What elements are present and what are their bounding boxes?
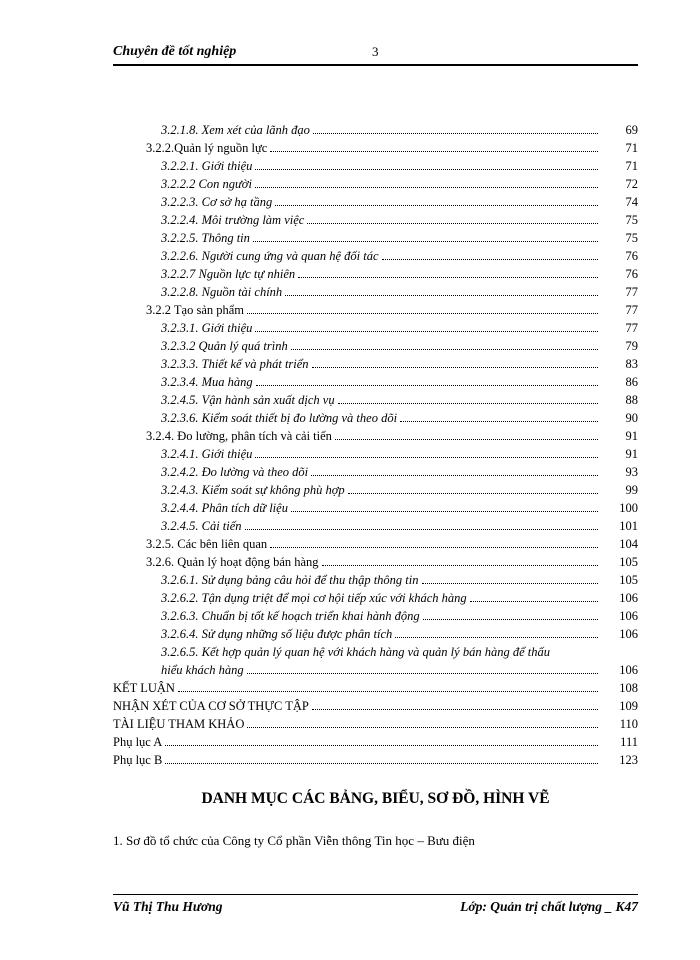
dot-leader bbox=[275, 205, 598, 206]
toc-entry bbox=[113, 391, 638, 409]
toc-entry bbox=[113, 463, 638, 481]
toc-entry-text: 3.2.2.7 Nguồn lực tự nhiên bbox=[161, 267, 296, 281]
toc-entry bbox=[113, 319, 638, 337]
toc-page-number: 106 bbox=[619, 663, 638, 677]
toc-page-number: 71 bbox=[625, 141, 638, 155]
toc-page-number: 86 bbox=[625, 375, 638, 389]
toc-page-number: 74 bbox=[625, 195, 638, 209]
toc-entry-text: 3.2.6.2. Tận dụng triệt để mọi cơ hội tiếp xúc với khách hàng bbox=[161, 591, 467, 605]
dot-leader bbox=[291, 349, 598, 350]
dot-leader bbox=[253, 241, 598, 242]
figure-list-item: 1. Sơ đồ tổ chức của Công ty Cổ phần Viễn thông Tin học – Bưu điện bbox=[113, 833, 475, 848]
toc-entry-text: 3.2.4.5. Vận hành sản xuất dịch vụ bbox=[161, 393, 335, 407]
toc-page-number: 77 bbox=[625, 285, 638, 299]
toc-entry-text: 3.2.2.Quản lý nguồn lực bbox=[146, 141, 268, 155]
toc-page-number: 106 bbox=[619, 627, 638, 641]
toc-entry-text: 3.2.4. Đo lường, phân tích và cải tiến bbox=[146, 429, 332, 443]
class-name: Lớp: Quản trị chất lượng _ K47 bbox=[460, 899, 638, 914]
toc-entry-text: 3.2.3.1. Giới thiệu bbox=[161, 321, 253, 335]
table-of-contents bbox=[113, 121, 638, 769]
toc-page-number: 88 bbox=[625, 393, 638, 407]
dot-leader bbox=[312, 367, 598, 368]
toc-entry bbox=[113, 121, 638, 139]
toc-entry bbox=[113, 679, 638, 697]
toc-entry-text: 3.2.2.2 Con người bbox=[161, 177, 252, 191]
dot-leader bbox=[247, 673, 598, 674]
toc-entry-text: 3.2.2.1. Giới thiệu bbox=[161, 159, 253, 173]
toc-entry bbox=[113, 211, 638, 229]
dot-leader bbox=[247, 727, 598, 728]
toc-entry-text: 3.2.3.6. Kiểm soát thiết bị đo lường và theo dõi bbox=[161, 411, 398, 425]
dot-leader bbox=[307, 223, 598, 224]
dot-leader bbox=[348, 493, 598, 494]
toc-entry bbox=[113, 337, 638, 355]
toc-entry-text: 3.2.1.8. Xem xét của lãnh đạo bbox=[161, 123, 310, 137]
toc-entry bbox=[113, 697, 638, 715]
toc-page-number: 99 bbox=[625, 483, 638, 497]
dot-leader bbox=[165, 763, 598, 764]
dot-leader bbox=[256, 385, 598, 386]
toc-entry-text: Phụ lục B bbox=[113, 753, 163, 767]
figures-section-title: DANH MỤC CÁC BẢNG, BIỂU, SƠ ĐỒ, HÌNH VẼ bbox=[201, 790, 550, 807]
toc-entry bbox=[113, 445, 638, 463]
toc-page-number: 93 bbox=[625, 465, 638, 479]
toc-entry-text: 3.2.4.1. Giới thiệu bbox=[161, 447, 253, 461]
toc-entry bbox=[113, 535, 638, 553]
toc-page-number: 109 bbox=[619, 699, 638, 713]
toc-entry bbox=[113, 589, 638, 607]
toc-entry-text: 3.2.6.4. Sử dụng những số liệu được phân tích bbox=[161, 627, 393, 641]
toc-page-number: 75 bbox=[625, 213, 638, 227]
toc-page-number: 110 bbox=[619, 717, 638, 731]
dot-leader bbox=[395, 637, 598, 638]
dot-leader bbox=[285, 295, 598, 296]
toc-page-number: 106 bbox=[619, 609, 638, 623]
dot-leader bbox=[335, 439, 598, 440]
toc-page-number: 76 bbox=[625, 267, 638, 281]
toc-entry bbox=[113, 229, 638, 247]
toc-page-number: 75 bbox=[625, 231, 638, 245]
toc-page-number: 104 bbox=[619, 537, 638, 551]
toc-page-number: 77 bbox=[625, 321, 638, 335]
toc-page-number: 101 bbox=[619, 519, 638, 533]
dot-leader bbox=[382, 259, 598, 260]
toc-entry-text: 3.2.6.5. Kết hợp quản lý quan hệ với khách hàng và quản lý bán hàng để thấu bbox=[161, 645, 550, 659]
dot-leader bbox=[313, 133, 598, 134]
page-number: 3 bbox=[372, 44, 379, 59]
toc-entry-text: 3.2.6.1. Sử dụng bảng câu hỏi để thu thập thông tin bbox=[161, 573, 419, 587]
toc-entry-text: 3.2.2.3. Cơ sở hạ tầng bbox=[161, 195, 273, 209]
toc-entry bbox=[113, 175, 638, 193]
dot-leader bbox=[400, 421, 598, 422]
toc-entry-text: NHẬN XÉT CỦA CƠ SỞ THỰC TẬP bbox=[113, 699, 309, 713]
toc-entry bbox=[113, 643, 638, 679]
document-title: Chuyên đề tốt nghiệp bbox=[113, 44, 237, 59]
toc-page-number: 90 bbox=[625, 411, 638, 425]
toc-page-number: 111 bbox=[620, 735, 638, 749]
toc-entry bbox=[113, 157, 638, 175]
toc-entry bbox=[113, 607, 638, 625]
toc-entry bbox=[113, 193, 638, 211]
dot-leader bbox=[255, 187, 598, 188]
dot-leader bbox=[470, 601, 598, 602]
toc-entry-text: 3.2.3.2 Quản lý quá trình bbox=[161, 339, 288, 353]
dot-leader bbox=[247, 313, 598, 314]
toc-page-number: 108 bbox=[619, 681, 638, 695]
toc-page-number: 83 bbox=[625, 357, 638, 371]
dot-leader bbox=[291, 511, 598, 512]
dot-leader bbox=[422, 583, 598, 584]
page-footer bbox=[113, 899, 638, 919]
footer-divider bbox=[113, 894, 638, 895]
toc-entry-text: 3.2.2.8. Nguồn tài chính bbox=[161, 285, 283, 299]
toc-page-number: 71 bbox=[625, 159, 638, 173]
toc-entry-text: 3.2.4.4. Phân tích dữ liệu bbox=[161, 501, 288, 515]
toc-page-number: 77 bbox=[625, 303, 638, 317]
toc-entry bbox=[113, 247, 638, 265]
toc-entry bbox=[113, 715, 638, 733]
dot-leader bbox=[338, 403, 598, 404]
toc-entry-text: 3.2.2.5. Thông tin bbox=[161, 231, 250, 245]
toc-entry bbox=[113, 373, 638, 391]
dot-leader bbox=[178, 691, 598, 692]
dot-leader bbox=[255, 169, 598, 170]
toc-entry-text: 3.2.4.5. Cải tiến bbox=[161, 519, 242, 533]
toc-entry-text: KẾT LUẬN bbox=[113, 681, 175, 695]
toc-entry bbox=[113, 751, 638, 769]
toc-entry-text: 3.2.2 Tạo sản phẩm bbox=[146, 303, 245, 317]
toc-entry-text: 3.2.2.6. Người cung ứng và quan hệ đối tác bbox=[161, 249, 379, 263]
toc-page-number: 69 bbox=[625, 123, 638, 137]
toc-entry bbox=[113, 499, 638, 517]
toc-page-number: 76 bbox=[625, 249, 638, 263]
toc-entry bbox=[113, 139, 638, 157]
dot-leader bbox=[245, 529, 598, 530]
toc-entry-text: Phụ lục A bbox=[113, 735, 163, 749]
toc-entry bbox=[113, 625, 638, 643]
toc-page-number: 105 bbox=[619, 573, 638, 587]
dot-leader bbox=[311, 475, 598, 476]
toc-entry bbox=[113, 481, 638, 499]
toc-page-number: 123 bbox=[619, 753, 638, 767]
header-divider bbox=[113, 64, 638, 66]
toc-page-number: 91 bbox=[625, 429, 638, 443]
dot-leader bbox=[270, 151, 598, 152]
dot-leader bbox=[312, 709, 598, 710]
toc-entry-text: 3.2.4.2. Đo lường và theo dõi bbox=[161, 465, 309, 479]
toc-page-number: 106 bbox=[619, 591, 638, 605]
toc-entry bbox=[113, 409, 638, 427]
toc-entry-text: 3.2.6. Quản lý hoạt động bán hàng bbox=[146, 555, 319, 569]
dot-leader bbox=[298, 277, 598, 278]
author-name: Vũ Thị Thu Hương bbox=[113, 899, 223, 914]
toc-entry-text: 3.2.2.4. Môi trường làm việc bbox=[161, 213, 305, 227]
toc-entry bbox=[113, 283, 638, 301]
toc-entry bbox=[113, 517, 638, 535]
toc-entry-text: 3.2.5. Các bên liên quan bbox=[146, 537, 268, 551]
toc-entry bbox=[113, 265, 638, 283]
dot-leader bbox=[255, 331, 598, 332]
dot-leader bbox=[322, 565, 598, 566]
toc-page-number: 72 bbox=[625, 177, 638, 191]
toc-entry bbox=[113, 355, 638, 373]
toc-entry bbox=[113, 427, 638, 445]
page-header bbox=[113, 44, 638, 64]
toc-entry-text: 3.2.6.3. Chuẩn bị tốt kế hoạch triển khai hành động bbox=[161, 609, 420, 623]
toc-entry-text: 3.2.4.3. Kiểm soát sự không phù hợp bbox=[161, 483, 345, 497]
toc-entry bbox=[113, 733, 638, 751]
toc-entry-text-continued: hiểu khách hàng bbox=[161, 663, 244, 677]
toc-entry bbox=[113, 301, 638, 319]
toc-entry bbox=[113, 553, 638, 571]
toc-page-number: 100 bbox=[619, 501, 638, 515]
toc-entry-text: TÀI LIỆU THAM KHẢO bbox=[113, 717, 245, 731]
toc-page-number: 79 bbox=[625, 339, 638, 353]
dot-leader bbox=[255, 457, 598, 458]
toc-page-number: 91 bbox=[625, 447, 638, 461]
dot-leader bbox=[270, 547, 598, 548]
toc-entry-text: 3.2.3.3. Thiết kế và phát triển bbox=[161, 357, 309, 371]
dot-leader bbox=[165, 745, 598, 746]
toc-page-number: 105 bbox=[619, 555, 638, 569]
dot-leader bbox=[423, 619, 598, 620]
toc-entry bbox=[113, 571, 638, 589]
toc-entry-text: 3.2.3.4. Mua hàng bbox=[161, 375, 253, 389]
